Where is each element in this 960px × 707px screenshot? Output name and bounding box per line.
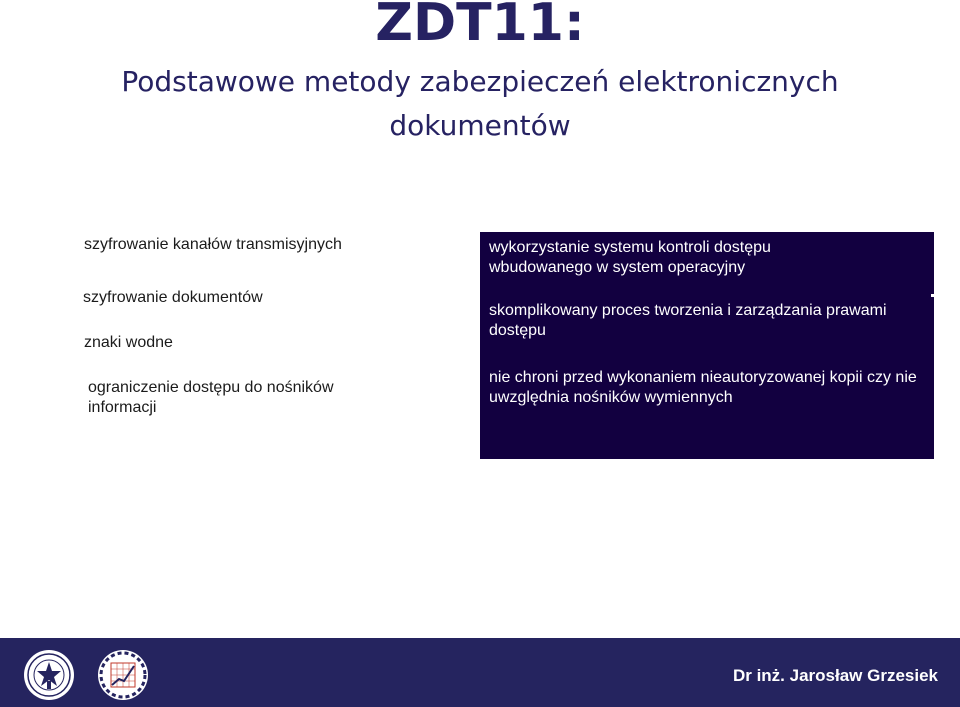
left-item-3: znaki wodne	[84, 334, 173, 351]
left-item-2: szyfrowanie dokumentów	[83, 289, 263, 306]
method-details-box	[480, 232, 934, 459]
slide-title: ZDT11:	[375, 0, 585, 53]
author-name: Dr inż. Jarosław Grzesiek	[732, 666, 938, 685]
footer-bar	[0, 638, 960, 707]
left-item-4: ograniczenie dostępu do nośników informacji	[88, 379, 334, 416]
faculty-logo-icon	[97, 649, 149, 701]
slide-subtitle	[0, 60, 960, 148]
box-item-3: nie chroni przed wykonaniem nieautoryzowanej kopii czy nie uwzględnia nośników wymiennych	[489, 369, 917, 406]
left-item-1: szyfrowanie kanałów transmisyjnych	[84, 236, 342, 253]
box-item-2: skomplikowany proces tworzenia i zarządzania prawami dostępu	[489, 302, 887, 339]
subtitle-line-2: dokumentów	[389, 109, 571, 142]
box-notch	[931, 294, 934, 297]
box-item-1: wykorzystanie systemu kontroli dostępu wbudowanego w system operacyjny	[489, 239, 771, 276]
university-logo-icon	[23, 649, 75, 701]
subtitle-line-1: Podstawowe metody zabezpieczeń elektronicznych	[121, 65, 839, 98]
